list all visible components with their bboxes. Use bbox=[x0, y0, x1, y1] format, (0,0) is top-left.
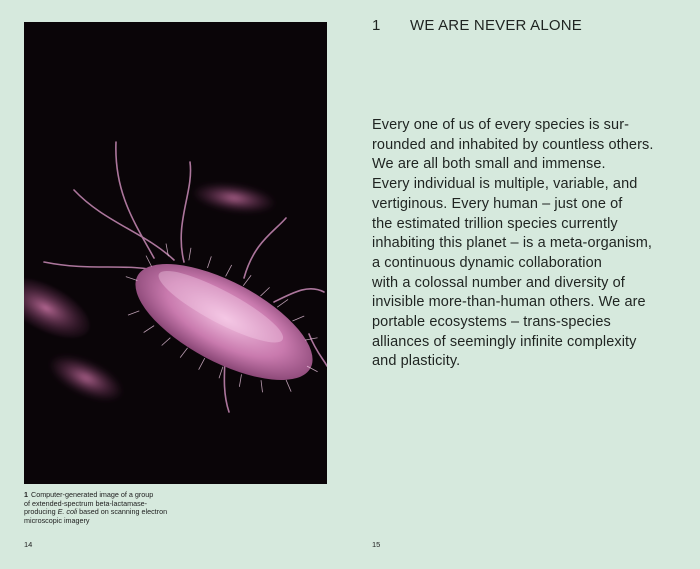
figure-caption bbox=[24, 491, 194, 525]
chapter-title: WE ARE NEVER ALONE bbox=[410, 17, 582, 34]
paragraph-line: Every one of us of every species is sur- bbox=[372, 117, 630, 133]
paragraph-line: invisible more-than-human others. We are bbox=[372, 294, 646, 311]
caption-species-name: E. coli bbox=[57, 507, 78, 517]
chapter-heading bbox=[372, 17, 582, 34]
caption-line-3-suffix: based on scanning electron bbox=[77, 507, 168, 517]
caption-line-2: of extended-spectrum beta-lactamase- bbox=[24, 498, 148, 508]
chapter-number: 1 bbox=[372, 17, 381, 34]
paragraph-line: vertiginous. Every human – just one of bbox=[372, 195, 623, 212]
paragraph-line: alliances of seemingly infinite complexity bbox=[372, 333, 637, 350]
paragraph-line: and plasticity. bbox=[372, 353, 461, 370]
caption-line-4: microscopic imagery bbox=[24, 515, 90, 525]
paragraph-line: a continuous dynamic collaboration bbox=[372, 254, 602, 271]
caption-line-3-prefix: producing bbox=[24, 507, 58, 517]
paragraph-line: the estimated trillion species currently bbox=[372, 215, 618, 232]
page-number-left: 14 bbox=[24, 540, 33, 549]
bacteria-image bbox=[24, 22, 327, 484]
paragraph-line: We are all both small and immense. bbox=[372, 156, 606, 173]
caption-line-1: Computer-generated image of a group bbox=[31, 490, 154, 499]
paragraph-line: Every individual is multiple, variable, and bbox=[372, 176, 638, 193]
ecoli-illustration bbox=[24, 22, 327, 484]
caption-number: 1 bbox=[24, 490, 28, 499]
paragraph-line: rounded and inhabited by countless others. bbox=[372, 136, 654, 153]
page-number-right: 15 bbox=[372, 540, 381, 549]
paragraph-line: with a colossal number and diversity of bbox=[372, 274, 625, 291]
right-page bbox=[350, 0, 700, 569]
paragraph-line: portable ecosystems – trans-species bbox=[372, 314, 611, 331]
paragraph-line: inhabiting this planet – is a meta-organism, bbox=[372, 235, 653, 252]
body-paragraph bbox=[372, 116, 692, 372]
